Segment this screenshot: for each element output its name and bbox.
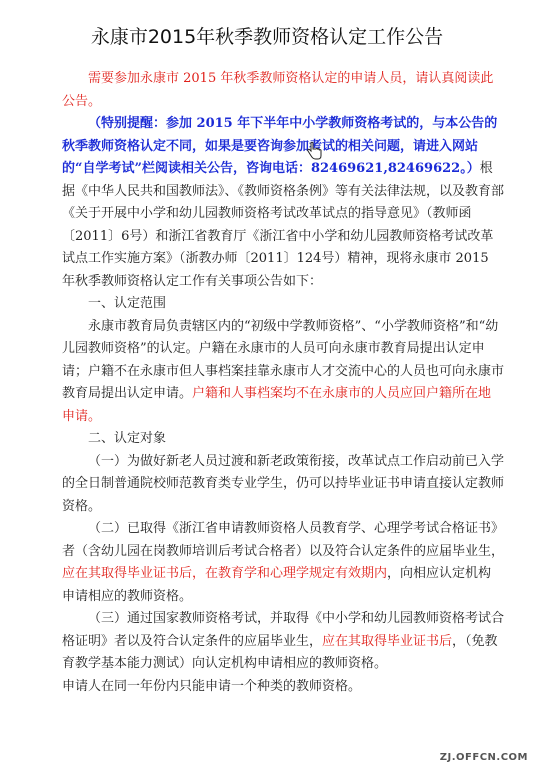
section2-note: 申请人在同一年份内只能申请一个种类的教师资格。 xyxy=(62,678,362,694)
intro-warning: 需要参加永康市 2015 年秋季教师资格认定的申请人员，请认真阅读此公告。 xyxy=(62,71,494,109)
section2-item1: （一）为做好新老人员过渡和新老政策衔接，改革试点工作启动前已入学的全日制普通院校师范教育类专业学生，仍可以持毕业证书申请直接认定教师资格。 xyxy=(62,453,505,514)
section1-heading: 一、认定范围 xyxy=(88,296,167,311)
item2-text-b: ，向相应认定机构申请相应的教师资格。 xyxy=(62,566,492,604)
page-title: 永康市2015年秋季教师资格认定工作公告 xyxy=(90,26,444,48)
item2-red-text: 应在其取得毕业证书后，在教育学和心理学规定有效期内 xyxy=(62,566,388,581)
section1-body xyxy=(62,316,504,429)
site-watermark: ZJ.OFFCN.COM xyxy=(439,752,528,763)
item2-text-a: （二）已取得《浙江省申请教师资格人员教育学、心理学考试合格证书》者（含幼儿园在岗教师培训后考试合格者）以及符合认定条件的应届毕业生， xyxy=(62,521,505,559)
intro-legal-basis: 根据《中华人民共和国教师法》、《教师资格条例》等有关法律法规，以及教育部《关于开展中小学和幼儿园教师资格考试改革试点的指导意见》（教师函〔2011〕6号）和浙江省教育厅《浙江省中小学和幼儿园教师资格考试改革试点工作实施方案》（浙教办师〔2011〕124号）精神，现将永康市 2015 年秋季教师资格认定工作有关事项公告如下： xyxy=(62,161,505,289)
section1-text: 永康市教育局负责辖区内的“初级中学教师资格”、“小学教师资格”和“幼儿园教师资格”的认定。户籍在永康市的人员可向永康市教育局提出认定申请；户籍不在永康市但人事档案挂靠永康市人才交流中心的人员也可向永康市教育局提出认定申请。 xyxy=(62,318,505,401)
section2-item3 xyxy=(62,608,504,676)
section2-item2 xyxy=(62,518,504,608)
intro-tip: （特别提醒：参加 2015 年下半年中小学教师资格考试的，与本公告的秋季教师资格认定不同，如果是要咨询参加考试的相关问题，请进入网站的“自学考试”栏阅读相关公告，咨询电话：82469621,82469622。） xyxy=(62,116,498,176)
item3-red-text: 应在其取得毕业证书后 xyxy=(322,633,453,649)
item3-text-b: ，（免教育教学基本能力测试）向认定机构申请相应的教师资格。 xyxy=(62,633,498,671)
item3-text-a: （三）通过国家教师资格考试，并取得《中小学和幼儿园教师资格考试合格证明》者以及符合认定条件的应届毕业生， xyxy=(62,611,505,649)
announcement-body xyxy=(62,68,504,698)
section2-heading: 二、认定对象 xyxy=(88,431,167,446)
hand-cursor-icon xyxy=(306,142,322,160)
section1-red-note: 户籍和人事档案均不在永康市的人员应回户籍所在地申请。 xyxy=(62,386,492,424)
intro-paragraph xyxy=(62,113,504,293)
